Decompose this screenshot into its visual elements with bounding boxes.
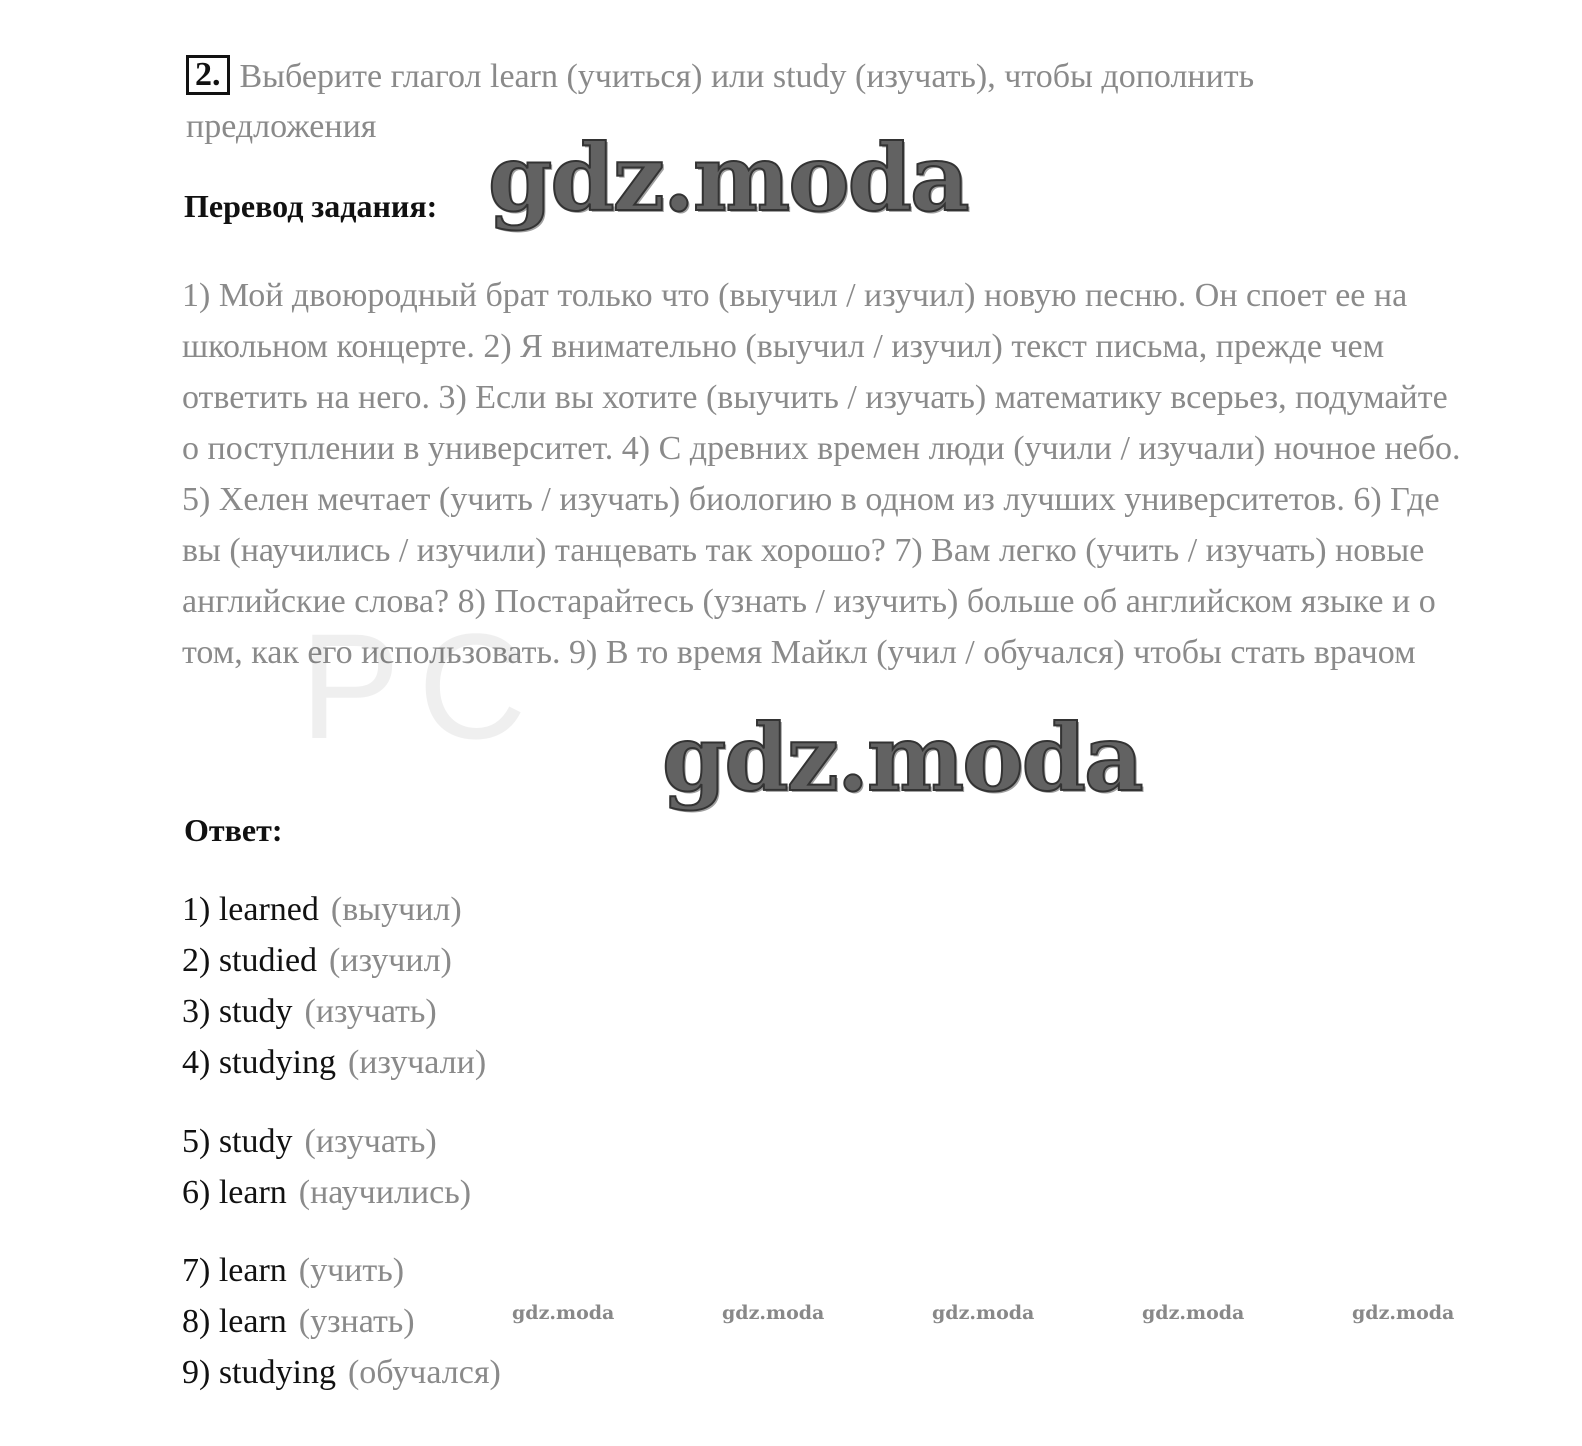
answer-gloss: (изучать) — [304, 993, 437, 1030]
small-watermark: gdz.moda — [512, 1302, 615, 1324]
small-watermark: gdz.moda — [722, 1302, 825, 1324]
translation-heading: Перевод задания: — [184, 188, 438, 224]
answer-number: 6) — [182, 1174, 211, 1211]
answer-number: 7) — [182, 1252, 211, 1289]
small-watermark: gdz.moda — [1352, 1302, 1455, 1324]
answer-gloss: (учить) — [298, 1252, 405, 1289]
faint-watermark: PC — [300, 602, 545, 770]
task-instruction-text: Выберите глагол learn (учиться) или study (изучать), чтобы дополнить предложения — [186, 58, 1255, 145]
answer-gloss: (изучали) — [347, 1044, 487, 1081]
small-watermark: gdz.moda — [932, 1302, 1035, 1324]
answer-verb: studied — [218, 942, 318, 979]
small-watermark: gdz.moda — [1142, 1302, 1245, 1324]
answer-verb: study — [218, 993, 293, 1030]
answer-number: 3) — [182, 993, 211, 1030]
answer-number: 1) — [182, 891, 211, 928]
answer-gloss: (научились) — [298, 1174, 472, 1211]
answer-verb: study — [218, 1123, 293, 1160]
answer-gloss: (узнать) — [298, 1303, 415, 1340]
answer-verb: studying — [218, 1354, 336, 1391]
answer-verb: learn — [218, 1303, 287, 1340]
answer-item — [182, 1296, 501, 1347]
answer-number: 9) — [182, 1354, 211, 1391]
answer-item — [182, 935, 486, 986]
answer-verb: learned — [218, 891, 319, 928]
answer-verb: studying — [218, 1044, 336, 1081]
answer-group — [182, 1116, 471, 1218]
answer-gloss: (изучать) — [304, 1123, 437, 1160]
answer-heading: Ответ: — [184, 812, 283, 848]
answer-item — [182, 1037, 486, 1088]
answer-number: 5) — [182, 1123, 211, 1160]
answer-item — [182, 1116, 471, 1167]
answer-number: 4) — [182, 1044, 211, 1081]
watermark-logo: gdz.moda — [662, 704, 1142, 812]
answer-gloss: (обучался) — [347, 1354, 501, 1391]
answer-item — [182, 1167, 471, 1218]
answer-verb: learn — [218, 1174, 287, 1211]
answer-number: 8) — [182, 1303, 211, 1340]
translation-text: 1) Мой двоюродный брат только что (выучил / изучил) новую песню. Он споет ее на школьном концерте. 2) Я внимательно (выучил / изучил) текст письма, прежде чем ответить на него. 3) Если вы хотите (выучить / изучать) математику всерьез, подумайте о поступлении в университет. 4) С древних времен люди (учили / изучали) ночное небо. 5) Хелен мечтает (учить / изучать) биологию в одном из лучших университетов. 6) Где вы (научились / изучили) танцевать так хорошо? 7) Вам легко (учить / изучать) новые английские слова? 8) Постарайтесь (узнать / изучить) больше об английском языке и о том, как его использовать. 9) В то время Майкл (учил / обучался) чтобы стать врачом — [182, 277, 1461, 671]
answer-group — [182, 884, 486, 1088]
answer-item — [182, 884, 486, 935]
answer-gloss: (выучил) — [330, 891, 462, 928]
answer-number: 2) — [182, 942, 211, 979]
answer-item — [182, 986, 486, 1037]
answer-gloss: (изучил) — [329, 942, 452, 979]
answer-verb: learn — [218, 1252, 287, 1289]
answer-group — [182, 1245, 501, 1398]
task-number: 2. — [186, 55, 230, 95]
watermark-logo: gdz.moda — [488, 124, 968, 232]
answer-item — [182, 1347, 501, 1398]
answer-item — [182, 1245, 501, 1296]
